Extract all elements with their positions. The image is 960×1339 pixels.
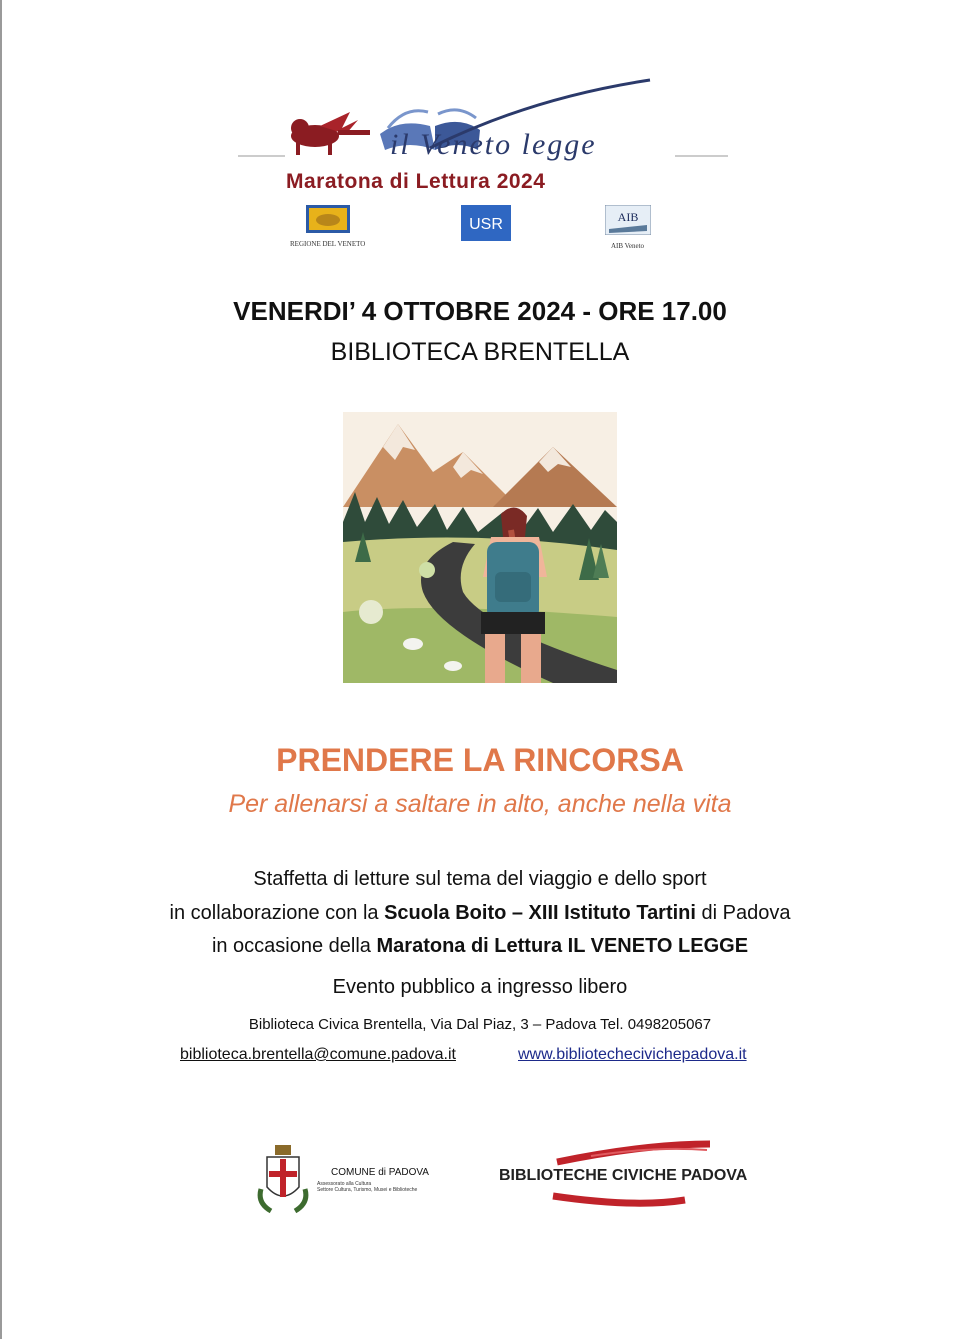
partner-caption: REGIONE DEL VENETO [290, 240, 366, 248]
svg-text:USR: USR [469, 216, 503, 233]
contact-links [0, 1046, 960, 1068]
event-title: PRENDERE LA RINCORSA [276, 742, 684, 778]
event-venue: BIBLIOTECA BRENTELLA [330, 338, 630, 366]
comune-name: COMUNE di PADOVA [331, 1167, 429, 1178]
website-link[interactable]: www.bibliotechecivichepadova.it [518, 1046, 747, 1063]
brand-subtitle: Maratona di Lettura 2024 [286, 170, 546, 193]
comune-padova-logo [255, 1143, 455, 1215]
comune-sub-2: Settore Cultura, Turismo, Musei e Biblioteche [317, 1187, 418, 1193]
page-border [0, 0, 2, 1339]
desc-line-1: Staffetta di letture sul tema del viaggio e dello sport [253, 868, 707, 890]
partner-regione-veneto [290, 205, 365, 248]
event-subtitle: Per allenarsi a saltare in alto, anche nella vita [228, 790, 732, 818]
desc-line-2-school: Scuola Boito – XIII Istituto Tartini [384, 902, 696, 924]
padova-coat-of-arms-icon [255, 1143, 311, 1215]
brand-title: il Veneto legge [390, 128, 597, 161]
usr-logo-icon [461, 205, 511, 241]
comune-subtitle [317, 1181, 417, 1193]
winged-lion-icon [291, 112, 370, 155]
partner-logos [0, 205, 960, 251]
partner-aib [600, 205, 655, 250]
hiker-illustration [343, 412, 617, 683]
partner-usr [460, 205, 512, 246]
desc-line-3-marathon: Maratona di Lettura IL VENETO LEGGE [376, 935, 749, 957]
veneto-legge-logo [230, 78, 730, 198]
biblioteche-civiche-logo [495, 1138, 770, 1220]
desc-free-entry: Evento pubblico a ingresso libero [332, 976, 628, 998]
desc-line-2 [0, 902, 960, 925]
partner-caption: AIB Veneto [610, 242, 645, 250]
desc-line-2-suffix: di Padova [695, 902, 791, 924]
svg-text:AIB: AIB [617, 210, 638, 224]
biblioteche-name: BIBLIOTECHE CIVICHE PADOVA [499, 1167, 748, 1184]
email-link[interactable]: biblioteca.brentella@comune.padova.it [180, 1046, 456, 1063]
library-address: Biblioteca Civica Brentella, Via Dal Piaz, 3 – Padova Tel. 0498205067 [248, 1016, 712, 1033]
desc-line-3 [0, 935, 960, 958]
comune-sub-1: Assessorato alla Cultura [317, 1181, 372, 1187]
event-date-time: VENERDI’ 4 OTTOBRE 2024 - ORE 17.00 [233, 296, 727, 326]
lion-of-st-mark-icon [306, 205, 350, 233]
desc-line-2-prefix: in collaborazione con la [169, 902, 385, 924]
desc-line-3-prefix: in occasione della [211, 935, 377, 957]
aib-logo-icon [605, 205, 651, 235]
